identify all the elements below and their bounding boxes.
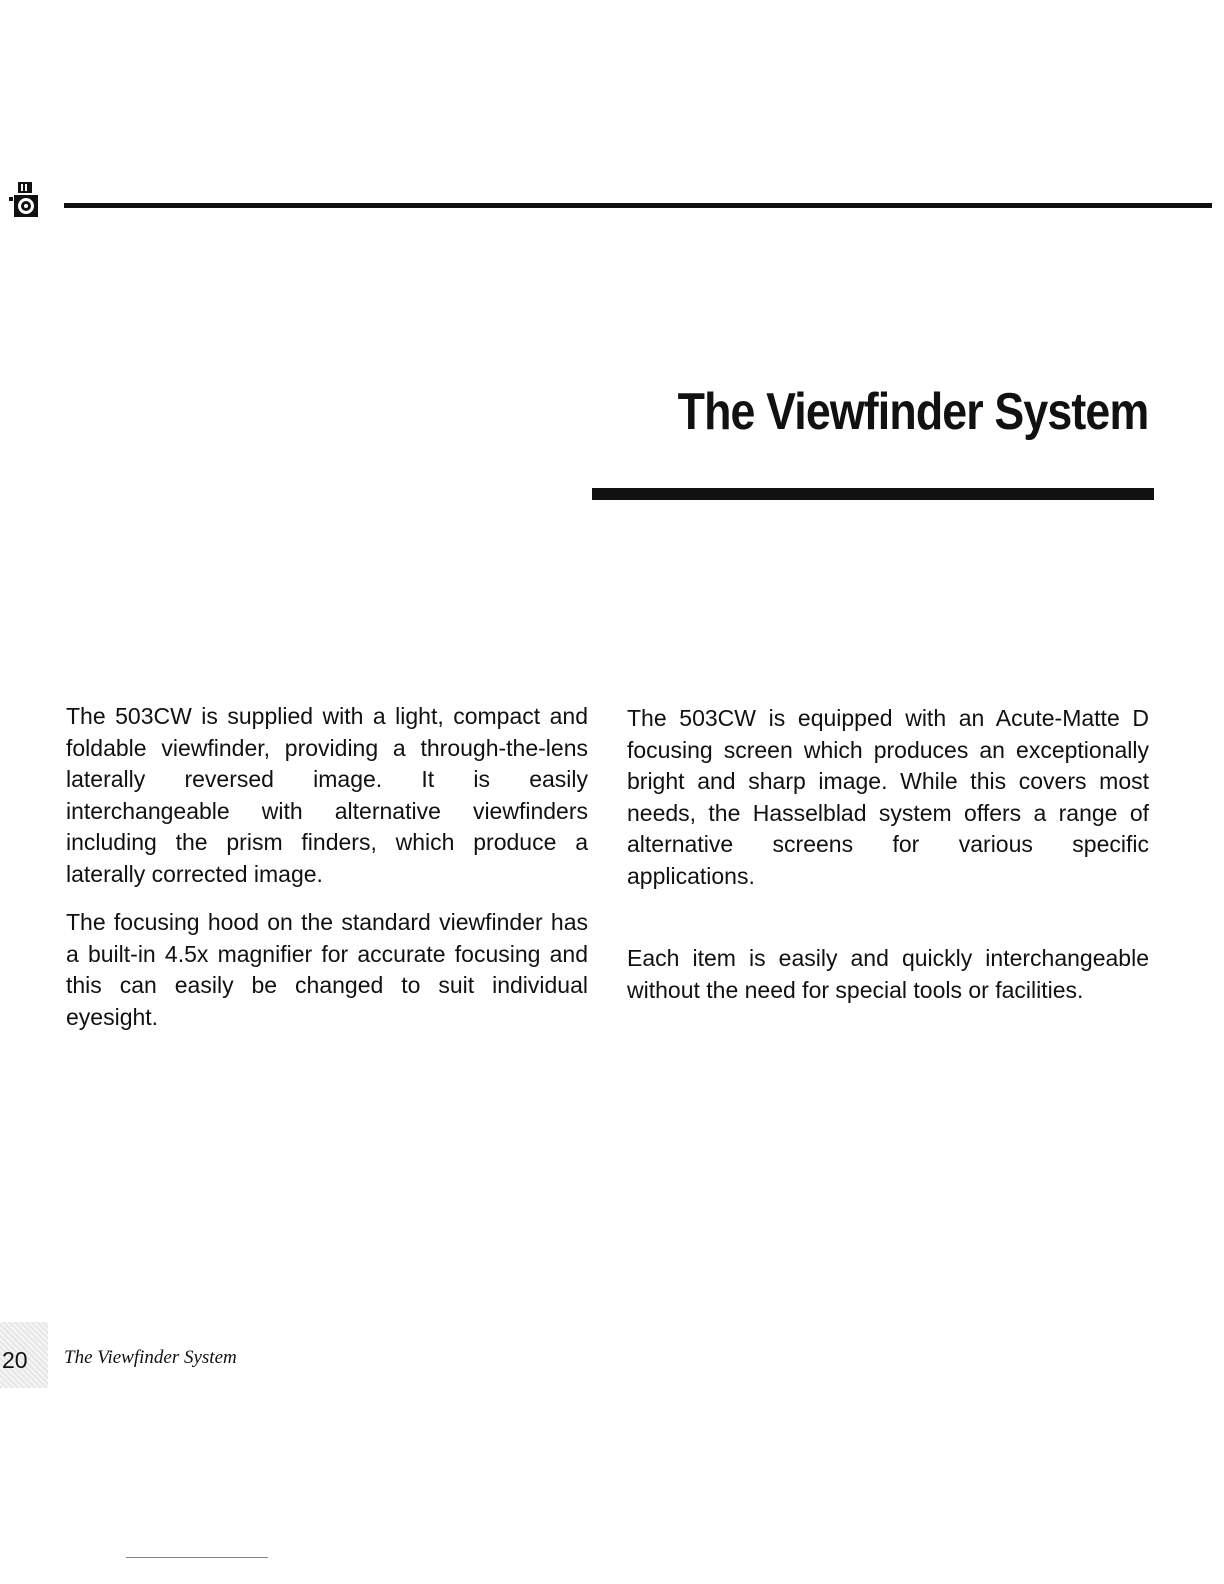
paragraph: The focusing hood on the standard viewfinder has a built-in 4.5x magnifier for accurate focusing and this can easily be changed to suit individual eyesight. [66, 909, 588, 1030]
page-title: The Viewfinder System [677, 383, 1148, 441]
right-column [627, 703, 1149, 1006]
running-title: The Viewfinder System [64, 1347, 237, 1368]
paragraph: The 503CW is supplied with a light, compact and foldable viewfinder, providing a through-the-lens laterally reversed image. It is easily interchangeable with alternative viewfinders including the prism finders, which produce a laterally corrected image. [66, 703, 588, 887]
left-column [66, 701, 588, 1033]
page-number-box [0, 1322, 48, 1388]
paragraph: The 503CW is equipped with an Acute-Matte D focusing screen which produces an exceptionally bright and sharp image. While this covers most needs, the Hasselblad system offers a range of alternative screens for various specific applications. [627, 705, 1149, 889]
title-rule [592, 488, 1154, 500]
paragraph: Each item is easily and quickly interchangeable without the need for special tools or facilities. [627, 945, 1149, 1003]
header-rule [64, 203, 1212, 208]
page-number: 20 [2, 1347, 28, 1373]
bottom-rule [126, 1557, 268, 1558]
camera-icon [6, 180, 44, 220]
